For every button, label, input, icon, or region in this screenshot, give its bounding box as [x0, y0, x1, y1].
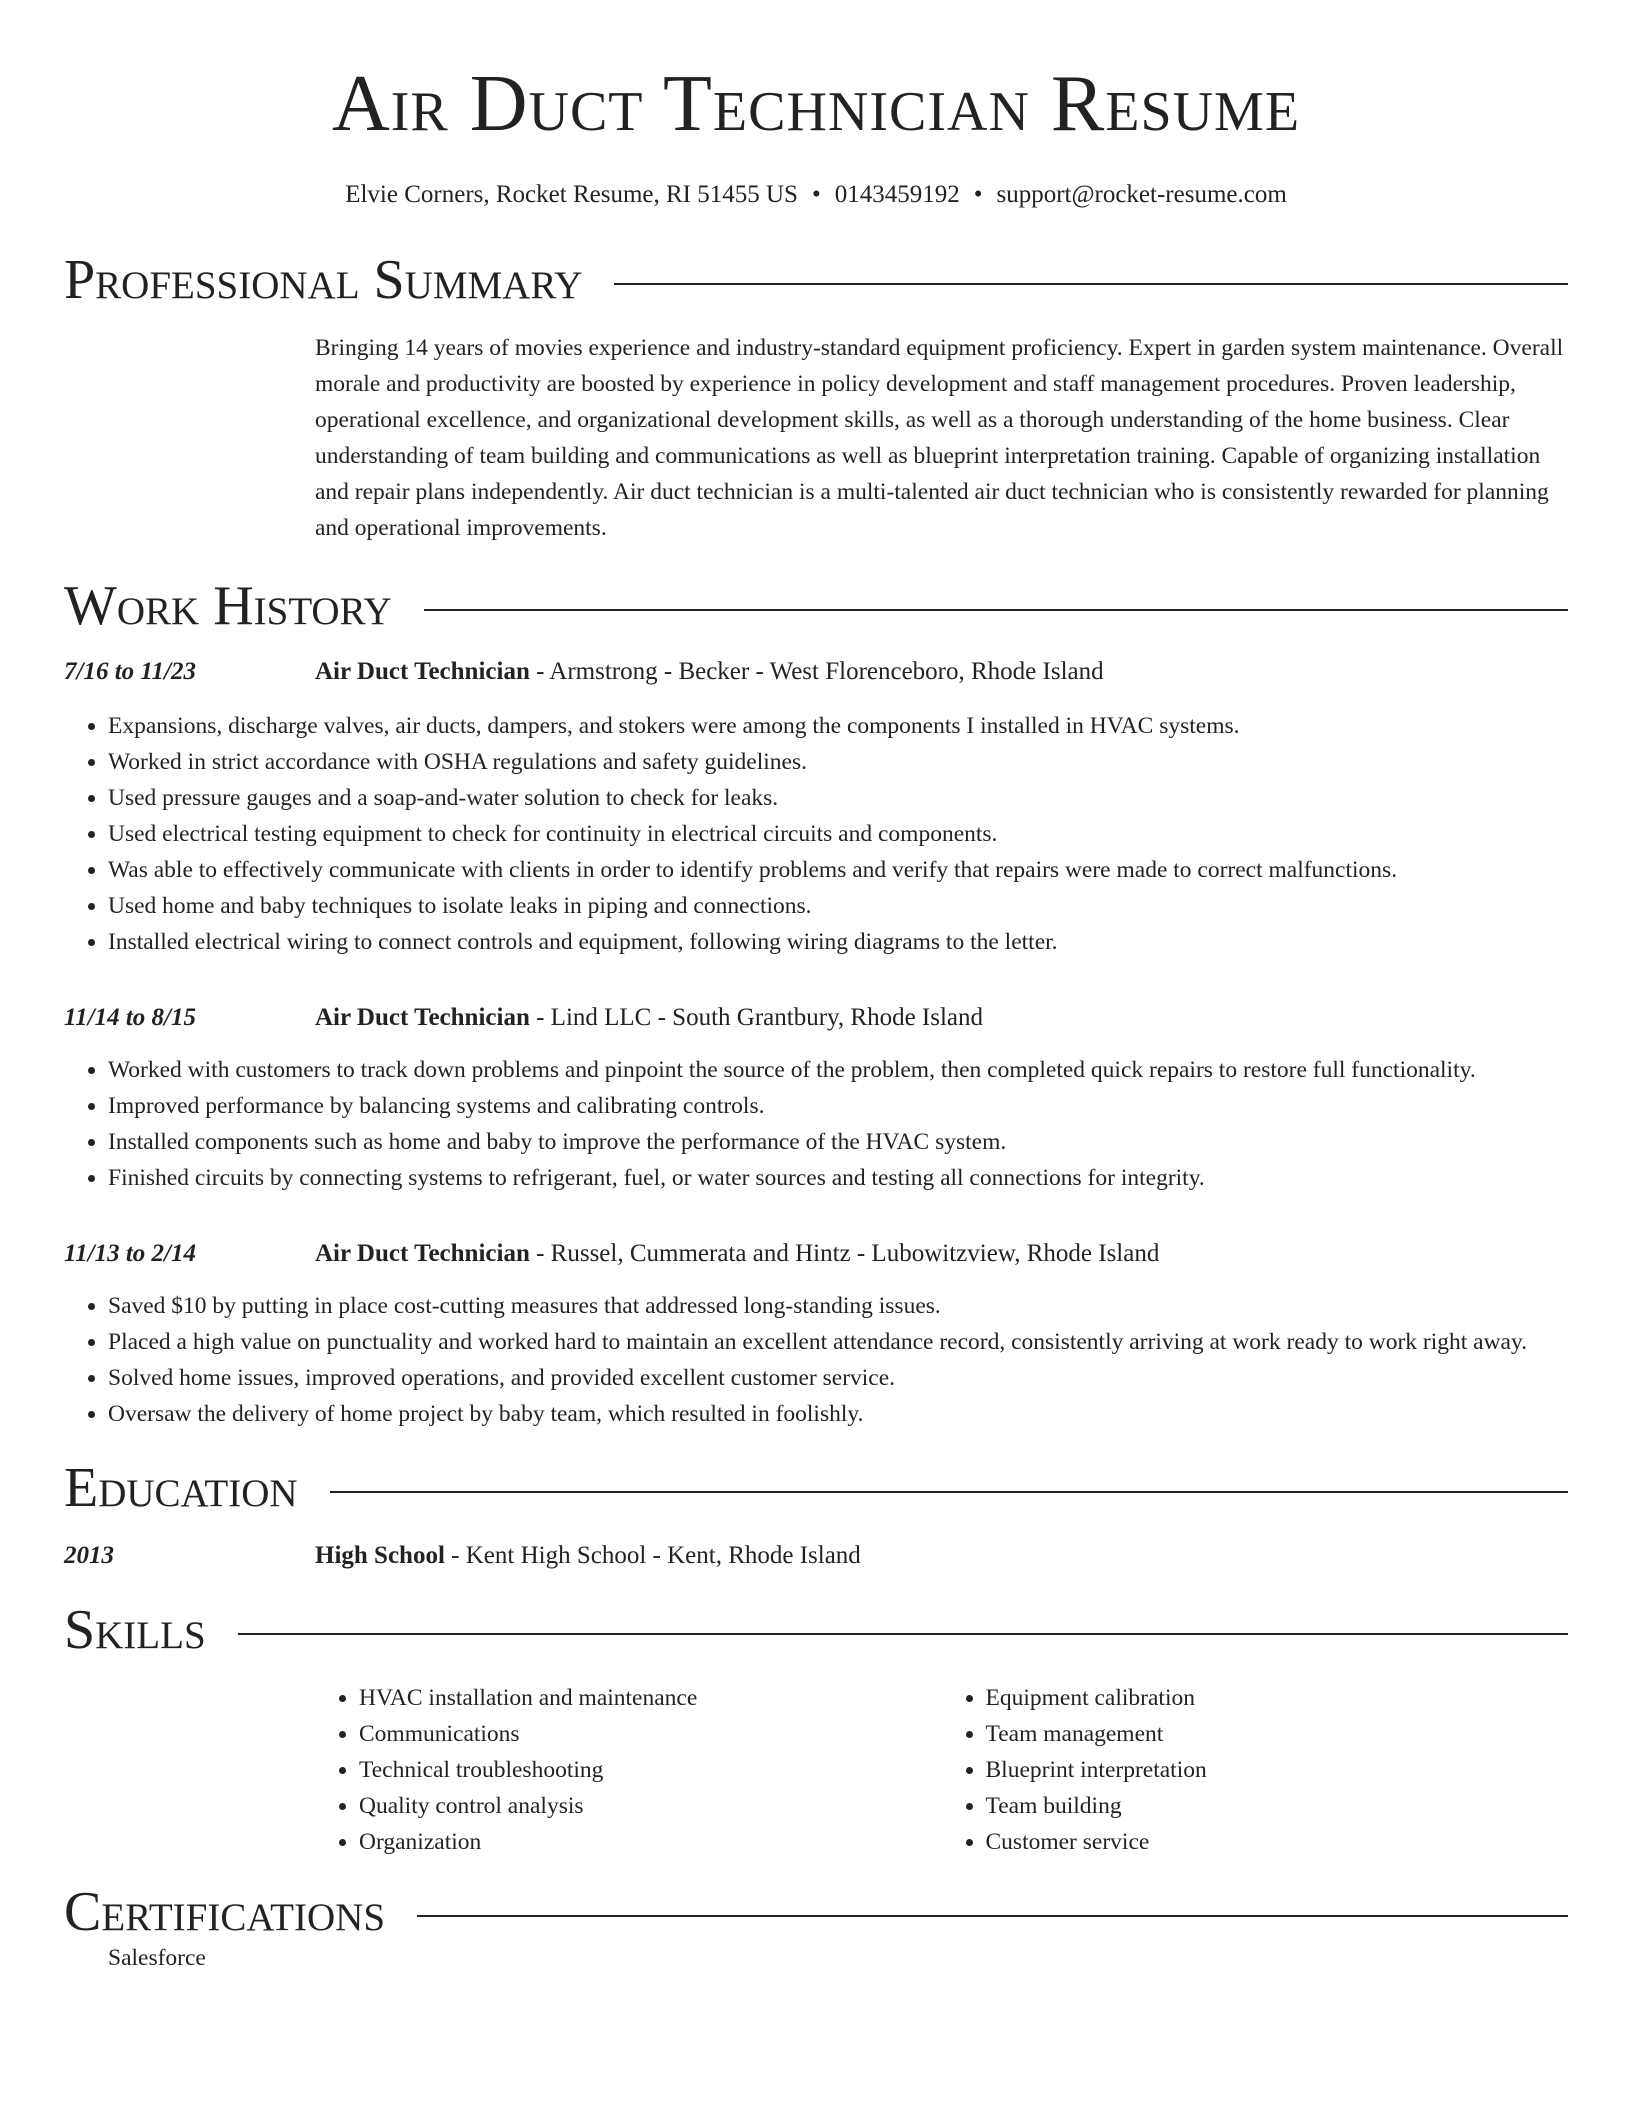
- list-item: • Oversaw the delivery of home project by baby team, which resulted in foolishly.: [108, 1396, 1568, 1432]
- list-item: • Used home and baby techniques to isolate leaks in piping and connections.: [108, 888, 1568, 924]
- skill-item: • Communications: [359, 1716, 942, 1752]
- list-item: • Solved home issues, improved operations, and provided excellent customer service.: [108, 1360, 1568, 1396]
- skill-item: • Equipment calibration: [986, 1680, 1569, 1716]
- job-role: Air Duct Technician: [315, 1004, 530, 1031]
- job-entry: [64, 1236, 1568, 1432]
- job-dates: 11/13 to 2/14: [64, 1240, 196, 1267]
- skill-item: • HVAC installation and maintenance: [359, 1680, 942, 1716]
- job-role: Air Duct Technician: [315, 1240, 530, 1267]
- education-year: 2013: [64, 1542, 114, 1569]
- job-details: - Armstrong - Becker - West Florenceboro, Rhode Island: [529, 658, 1104, 685]
- list-item: • Used pressure gauges and a soap-and-water solution to check for leaks.: [108, 780, 1568, 816]
- skill-item: • Quality control analysis: [359, 1788, 942, 1824]
- job-dates: 11/14 to 8/15: [64, 1004, 196, 1031]
- job-details: - Russel, Cummerata and Hintz - Lubowitzview, Rhode Island: [529, 1240, 1160, 1267]
- contact-line: [64, 180, 1568, 210]
- section-divider: [238, 1633, 1568, 1635]
- certifications-heading: Certifications: [64, 1881, 386, 1943]
- work-heading: Work History: [64, 575, 392, 637]
- summary-section-header: [64, 249, 1568, 311]
- skills-list: [315, 1680, 1568, 1860]
- skill-item: • Customer service: [986, 1824, 1569, 1860]
- skill-item: • Blueprint interpretation: [986, 1752, 1569, 1788]
- summary-text: Bringing 14 years of movies experience and industry-standard equipment proficiency. Expert in garden system maintenance. Overall morale and productivity are boosted by experience in policy development and staff management procedures. Proven leadership, operational excellence, and organizational development skills, as well as a thorough understanding of the home business. Clear understanding of team building and communications as well as blueprint interpretation training. Capable of organizing installation and repair plans independently. Air duct technician is a multi-talented air duct technician who is consistently rewarded for planning and operational improvements.: [315, 335, 1564, 541]
- education-heading: Education: [64, 1457, 298, 1519]
- certification-item: Salesforce: [108, 1945, 206, 1971]
- list-item: • Improved performance by balancing systems and calibrating controls.: [108, 1088, 1568, 1124]
- section-divider: [614, 283, 1568, 285]
- job-dates: 7/16 to 11/23: [64, 658, 196, 685]
- skills-column-right: [942, 1680, 1569, 1860]
- job-title-line: [315, 1000, 1568, 1036]
- job-title-line: [315, 654, 1568, 690]
- list-item: • Installed electrical wiring to connect controls and equipment, following wiring diagrams to the letter.: [108, 924, 1568, 960]
- job-bullets: [64, 1288, 1568, 1432]
- contact-email: support@rocket-resume.com: [996, 181, 1287, 208]
- list-item: • Finished circuits by connecting systems to refrigerant, fuel, or water sources and testing all connections for integrity.: [108, 1160, 1568, 1196]
- education-details: - Kent High School - Kent, Rhode Island: [444, 1542, 861, 1569]
- list-item: • Installed components such as home and baby to improve the performance of the HVAC system.: [108, 1124, 1568, 1160]
- resume-title: Air Duct Technician Resume: [331, 60, 1301, 148]
- education-entry: [64, 1538, 1568, 1574]
- skill-item: • Team management: [986, 1716, 1569, 1752]
- section-divider: [424, 609, 1568, 611]
- skill-item: • Technical troubleshooting: [359, 1752, 942, 1788]
- skill-item: • Organization: [359, 1824, 942, 1860]
- certifications-section-header: [64, 1881, 1568, 1943]
- skills-heading: Skills: [64, 1599, 206, 1661]
- work-section-header: [64, 575, 1568, 637]
- list-item: • Worked in strict accordance with OSHA regulations and safety guidelines.: [108, 744, 1568, 780]
- job-bullets: [64, 708, 1568, 960]
- contact-separator: •: [973, 181, 983, 208]
- list-item: • Was able to effectively communicate with clients in order to identify problems and verify that repairs were made to correct malfunctions.: [108, 852, 1568, 888]
- contact-address: Elvie Corners, Rocket Resume, RI 51455 US: [345, 181, 798, 208]
- job-role: Air Duct Technician: [315, 658, 530, 685]
- education-degree: High School: [315, 1542, 445, 1569]
- section-divider: [417, 1915, 1568, 1917]
- contact-separator: •: [811, 181, 821, 208]
- skills-section-header: [64, 1599, 1568, 1661]
- skill-item: • Team building: [986, 1788, 1569, 1824]
- job-details: - Lind LLC - South Grantbury, Rhode Island: [529, 1004, 984, 1031]
- list-item: • Saved $10 by putting in place cost-cutting measures that addressed long-standing issues.: [108, 1288, 1568, 1324]
- education-section-header: [64, 1457, 1568, 1519]
- job-bullets: [64, 1052, 1568, 1196]
- list-item: • Worked with customers to track down problems and pinpoint the source of the problem, then completed quick repairs to restore full functionality.: [108, 1052, 1568, 1088]
- job-entry: [64, 654, 1568, 960]
- job-title-line: [315, 1236, 1568, 1272]
- skills-column-left: [315, 1680, 942, 1860]
- list-item: • Used electrical testing equipment to check for continuity in electrical circuits and components.: [108, 816, 1568, 852]
- list-item: • Expansions, discharge valves, air ducts, dampers, and stokers were among the components I installed in HVAC systems.: [108, 708, 1568, 744]
- job-entry: [64, 1000, 1568, 1196]
- summary-heading: Professional Summary: [64, 249, 583, 311]
- contact-phone: 0143459192: [834, 181, 960, 208]
- list-item: • Placed a high value on punctuality and worked hard to maintain an excellent attendance record, consistently arriving at work ready to work right away.: [108, 1324, 1568, 1360]
- section-divider: [330, 1491, 1568, 1493]
- education-line: [315, 1538, 1568, 1574]
- certifications-list: [64, 1940, 1568, 1976]
